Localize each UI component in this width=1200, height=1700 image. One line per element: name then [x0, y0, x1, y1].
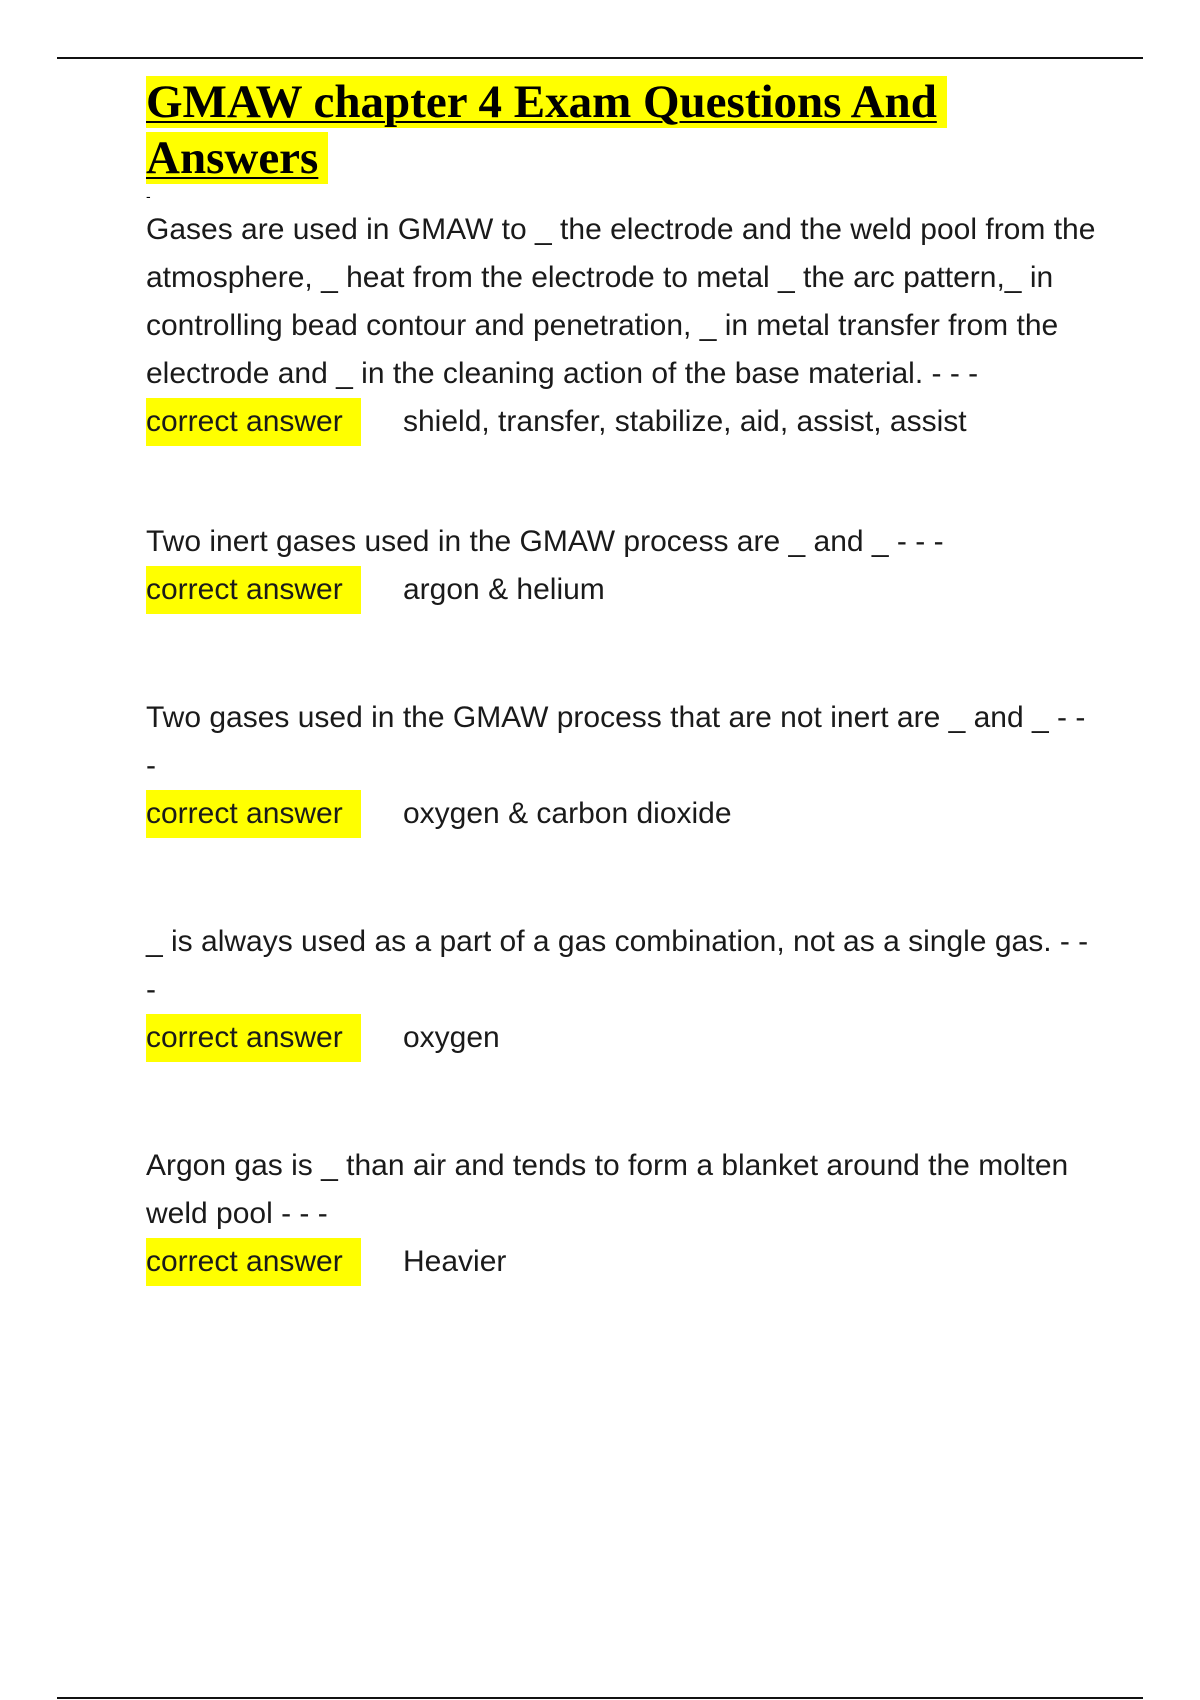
qa-item	[146, 518, 1096, 614]
correct-answer-label: correct answer	[146, 566, 361, 614]
qa-item	[146, 918, 1096, 1062]
answer-text: oxygen & carbon dioxide	[403, 797, 732, 830]
top-rule	[57, 57, 1143, 59]
answer-row	[146, 1238, 1096, 1286]
correct-answer-label: correct answer	[146, 398, 361, 446]
correct-answer-label: correct answer	[146, 1238, 361, 1286]
answer-row	[146, 790, 1096, 838]
question-text: Two inert gases used in the GMAW process are _ and _ - - -	[146, 525, 944, 558]
question-text: Gases are used in GMAW to _ the electrode and the weld pool from the atmosphere, _ heat from the electrode to metal _ the arc pattern,_ in controlling bead contour and penetration, _ in metal transfer from the electrode and _ in the cleaning action of the base material. - - -	[146, 213, 1096, 390]
question-text: Argon gas is _ than air and tends to form a blanket around the molten weld pool - - -	[146, 1149, 1069, 1230]
answer-row	[146, 1014, 1096, 1062]
answer-text: oxygen	[403, 1021, 500, 1054]
qa-item	[146, 694, 1096, 838]
page-title-highlight: GMAW chapter 4 Exam Questions And Answers	[146, 76, 947, 184]
question-text: _ is always used as a part of a gas combination, not as a single gas. - - -	[146, 925, 1089, 1006]
answer-text: argon & helium	[403, 573, 605, 606]
qa-item	[146, 206, 1096, 446]
qa-item	[146, 1142, 1096, 1286]
document-body	[146, 74, 1096, 1286]
answer-text: shield, transfer, stabilize, aid, assist, assist	[403, 405, 967, 438]
correct-answer-label: correct answer	[146, 1014, 361, 1062]
question-text: Two gases used in the GMAW process that are not inert are _ and _ - - -	[146, 701, 1086, 782]
answer-row	[146, 566, 1096, 614]
title-mark: -	[146, 188, 151, 204]
bottom-rule	[57, 1697, 1143, 1699]
correct-answer-label: correct answer	[146, 790, 361, 838]
page-title	[146, 74, 1096, 186]
answer-text: Heavier	[403, 1245, 507, 1278]
answer-row	[146, 398, 1096, 446]
